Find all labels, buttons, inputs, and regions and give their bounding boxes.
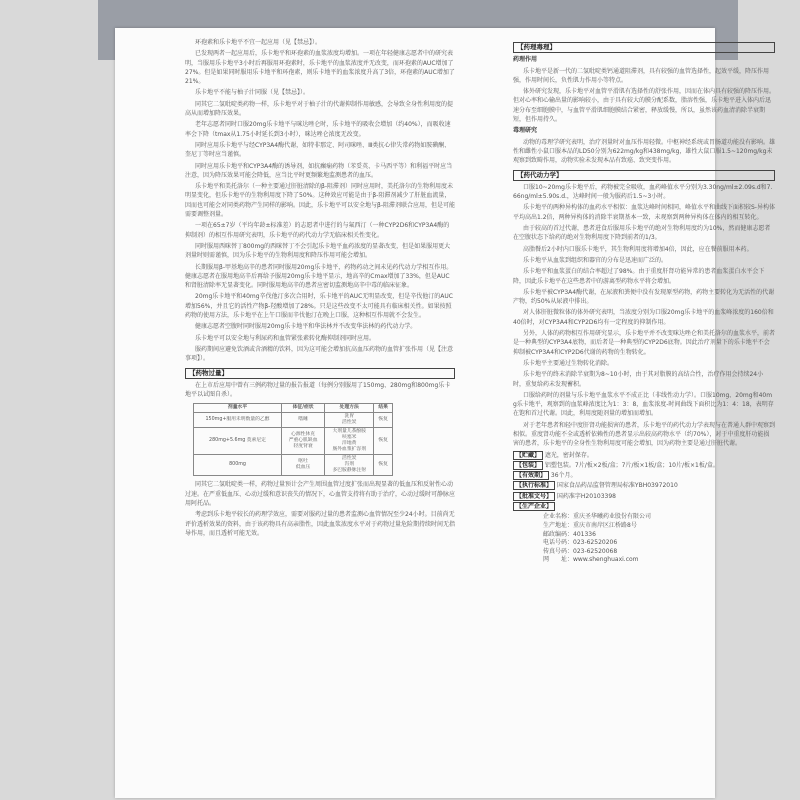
- toxicology-subheading: 毒理研究: [513, 127, 538, 135]
- table-cell: 恢复: [374, 455, 393, 476]
- table-cell: 活性炭 泻剂 多巴胺静脉注射: [325, 455, 374, 476]
- body-paragraph: 对人体肝脏微粒体的体外研究表明，当浓度分别为口服20mg乐卡地平的血浆峰浓度的160倍和40倍时，对CYP3A4和CYP2D6均有一定程度的抑制作用。: [513, 309, 774, 326]
- body-paragraph: 已发现两者一起应用后，乐卡地平和环孢素的血浆浓度均增加。一项在年轻健康志愿者中的研究表明，当服用乐卡地平3小时后再服用环孢素时，乐卡地平的血浆浓度并无改变，而环孢素的AUC增加了27%。但是如果同时服用乐卡地平和环孢素，则乐卡地平的血浆浓度升高了3倍，环孢素的AUC增加了21%。: [185, 50, 455, 86]
- toxicology-paragraph: 动物的毒理学研究表明，治疗剂量时对血压作用轻微。中枢神经系统或胃肠道功能没有影响。雄性和雌性小鼠口服本品的LD50分别为622mg/kg和438mg/kg，雄性大鼠口服1.5~120mg/kg未观察到致畸作用，动物实验未发现本品有致癌、致突变作用。: [513, 138, 776, 165]
- manufacturer-line: 生产地址：重庆市南岸区江桥路8号: [543, 521, 637, 529]
- info-value: 国家食品药品监督管理局标准YBH03972010: [555, 482, 678, 490]
- body-paragraph: 另外，人体的药物相互作用研究显示，乐卡地平并不改变咪达唑仑和美托洛尔的血浆水平，前者是一种典型的CYP3A4底物，而后者是一种典型的CYP2D6底物。因此治疗剂量下的乐卡地平不会抑制被CYP3A4和CYP2D6代谢的药物的生物转化。: [513, 330, 776, 356]
- info-row: [513, 481, 775, 490]
- table-header-cell: 结果: [374, 404, 393, 413]
- body-paragraph: 同其它二氢吡啶类一样，药物过量预计会产生周围血管过度扩张而出现显著的低血压和反射性心动过速。在严重低血压、心动过缓和意识丧失的情况下，心血管支持将有助于治疗，心动过缓时可静脉应用阿托品。: [185, 481, 456, 507]
- body-paragraph: 同时应用乐卡地平和CYP3A4酶的诱导剂，如抗癫痫药物（苯妥英、卡马西平等）和利福平时应当注意，因为降压效果可能会降低，应当比平时更频繁地监测患者的血压。: [185, 162, 453, 179]
- info-row: [513, 471, 775, 480]
- body-paragraph: 同时应用乐卡地平与经CYP3A4酶代谢，如特非那定、阿司咪唑、Ⅲ类抗心律失常药物如胺碘酮、奎尼丁等时应当谨慎。: [185, 141, 451, 159]
- table-cell: 嗜睡: [282, 413, 325, 428]
- body-paragraph: 乐卡地平是新一代的二氢吡啶类钙通道阻滞剂，具有较强的血管选择性，起效平缓，降压作用强，作用时间长，负性肌力作用小等特点。: [513, 67, 770, 84]
- info-value: 遮光，密封保存。: [543, 451, 593, 459]
- body-paragraph: 健康志愿者空腹时同时服用20mg乐卡地平和华法林并不改变华法林的药代动力学。: [195, 323, 417, 331]
- info-label: 【批准文号】: [513, 492, 555, 501]
- table-header-cell: 体征/症状: [282, 404, 325, 413]
- table-row: [194, 428, 393, 455]
- pharmacokinetics-heading: 【药代动力学】: [513, 170, 775, 181]
- body-paragraph: 同其它二氢吡啶类药物一样，乐卡地平对于柚子汁的代谢抑制作用敏感，会导致全身性利用度的提高从而增加降压效果。: [185, 100, 454, 118]
- info-label: 【执行标准】: [513, 481, 555, 490]
- table-cell: 280mg+5.6mg 莫索尼定: [194, 428, 282, 455]
- body-paragraph: 乐卡地平的终末消除半衰期为8~10小时，由于其对脂膜的高结合性，治疗作用会持续24小时，重复给药未发现蓄积。: [513, 371, 764, 388]
- body-paragraph: 乐卡地平和血浆蛋白的结合率超过了98%。由于重度肝肾功能异常的患者血浆蛋白水平会下降，因此乐卡地平在这些患者中的游离型药物水平将会增加。: [513, 268, 765, 285]
- table-cell: 洗胃 活性炭: [325, 413, 374, 428]
- leaflet-page: [115, 28, 776, 798]
- body-paragraph: 乐卡地平不能与柚子汁同服（见【禁忌】）。: [195, 89, 310, 97]
- body-paragraph: 体外研究发现，乐卡地平对血管平滑肌有选择性的舒张作用，因而在体内具有较强的降压作用。但对心率和心输出量的影响较小，由于具有较大的膜分配系数，脂溶性强，乐卡地平进入体内后迅速分布至细胞膜中，与血管平滑肌细胞膜结合紧密，释放缓慢，所以，虽然该药血清消除半衰期短，但作用持久。: [513, 88, 776, 124]
- info-label: 【贮藏】: [513, 451, 543, 460]
- info-label: 【包装】: [513, 461, 543, 470]
- right-column: [513, 38, 775, 565]
- manufacturer-line: 邮政编码：401336: [543, 530, 596, 538]
- info-value: 铝塑包装。7片/板×2板/盒；7片/板×1板/盒；10片/板×1板/盒。: [543, 461, 719, 469]
- info-row: [513, 492, 775, 501]
- body-paragraph: 由于较高的首过代谢，患者进食后服用乐卡地平的绝对生物利用度约为10%，然而健康志愿者在空腹状态下给药的绝对生物利用度下降到前者的1/3。: [513, 225, 771, 242]
- body-paragraph: 口服10~20mg乐卡地平后，药物被完全吸收，血药峰值水平分别为3.30ng/ml±2.09s.d和7.66ng/ml±5.90s.d.，达峰时间一般为服药后1.5~3小时。: [513, 183, 773, 201]
- info-row: [513, 451, 775, 460]
- overdose-intro: 在上市后应用中曾有三例药物过量的报告报道（每例分别服用了150mg、280mg和800mg乐卡地平以试图自杀）。: [185, 381, 451, 399]
- body-paragraph: 20mg乐卡地平和40mg辛伐他汀多次合用时，乐卡地平的AUC无明显改变，但是辛伐他汀的AUC增加56%，并且它的活性产物β-羟酸增加了28%。只是这些改变不太可能具有临床相关性。如果按照药物的使用方法，乐卡地平在上午口服而辛伐他汀在晚上口服，这种相互作用就不会发生。: [185, 293, 453, 320]
- body-paragraph: 一项在65±7岁（平均年龄±标准差）的志愿者中进行的与氟西汀（一种CYP2D6和CYP3A4酶的抑制剂）的相互作用研究表明，乐卡地平的药代动力学无临床相关性变化。: [185, 222, 450, 239]
- table-row: [194, 455, 393, 476]
- body-paragraph: 考虑到乐卡地平较长的药理学效应，需要对服药过量的患者监测心血管情况至少24小时。目前尚无评价透析效果的资料，由于该药物具有高亲脂性，因此血浆浓度水平对于药物过量危险期持续时间无指导作用，而且透析可能无效。: [185, 511, 456, 537]
- left-column: [185, 38, 455, 540]
- manufacturer-line: 企业名称：重庆圣华曦药业股份有限公司: [543, 513, 652, 521]
- overdose-heading: 【药物过量】: [185, 368, 455, 379]
- overdose-table: [193, 403, 393, 476]
- body-paragraph: 服药期间应避免饮酒或含酒精的饮料，因为这可能会增加抗高血压药物的血管扩张作用（见【注意事项】）。: [185, 345, 454, 363]
- body-paragraph: 对于老年患者和轻中度肝肾功能损害的患者，乐卡地平的药代动力学表现与在普通人群中观察到相似。重度肾功能不全或透析依赖性的患者显示出较高药物水平（约70%），对于中重度肝功能损害的患者，乐卡地平的全身性生物利用度可能会增加，因为药物主要是通过肝脏代谢。: [513, 421, 776, 448]
- manufacturer-line: 传真号码：023-62520068: [543, 547, 618, 555]
- body-paragraph: 同时服用西咪替丁800mg的西咪替丁不会引起乐卡地平血药浓度的显著改变，但是如果服用更大剂量时则需谨慎，因为乐卡地平的生物利用度和降压作用可能会增加。: [185, 242, 451, 260]
- table-row: [194, 413, 393, 428]
- body-paragraph: 老年志愿者同时口服20mg乐卡地平与咪达唑仑时，乐卡地平的吸收会增加（约40%），而吸收速率会下降（tmax从1.75小时延长到3小时），咪达唑仑浓度无改变。: [185, 121, 451, 138]
- info-row: [513, 461, 775, 470]
- table-cell: 800mg: [194, 455, 282, 476]
- body-paragraph: 乐卡地平的两种异构体的血药水平相似：血浆达峰时间相同，峰值水平和曲线下面积较S-异构体平均高出1.2倍，两种异构体的消除半衰期基本一致，未观察到两种异构体在体内的相互转化。: [513, 204, 775, 221]
- body-paragraph: 长期服用β-甲基地高辛的患者同时服用20mg乐卡地平，药物药动之间未见药代动力学相互作用。健康志愿者在服用地高辛后再给予服用20mg乐卡地平显示，地高辛的Cmax增加了33%，但是AUC和肾脏清除率无显著变化。同时服用地高辛的患者应密切监测地高辛中毒的临床征象。: [185, 263, 453, 290]
- table-header-cell: 处理方法: [325, 404, 374, 413]
- pharmacology-subheading: 药理作用: [513, 56, 538, 64]
- manufacturer-line: 网 址：www.shenghuaxi.com: [543, 556, 639, 564]
- table-cell: 大剂量儿茶酚胺 呋塞米 洋地黄 肠外血浆扩容剂: [325, 428, 374, 455]
- body-paragraph: 高脂餐后2小时内口服乐卡地平，其生物利用度将增加4倍，因此，应在餐前服用本药。: [523, 245, 753, 253]
- info-value: 36个月。: [549, 472, 577, 480]
- info-row: [513, 502, 775, 511]
- body-paragraph: 乐卡地平和美托洛尔（一种主要通过肝脏清除的β-阻滞剂）同时应用时，美托洛尔的生物利用度未明显变化，但乐卡地平的生物利用度下降了50%。这种效应可能是由于β-阻滞剂减少了肝脏血流量，因而也可能会对同类药物产生同样的影响。因此，乐卡地平可以安全地与β-阻滞剂联合应用，但是可能需要调整剂量。: [185, 183, 455, 219]
- info-label: 【生产企业】: [513, 502, 555, 511]
- table-cell: 150mg+服用未明数量的乙醇: [194, 413, 282, 428]
- body-paragraph: 环孢素和乐卡地平不宜一起应用（见【禁忌】）。: [195, 39, 322, 46]
- table-cell: 恢复: [374, 428, 393, 455]
- manufacturer-line: 电话号码：023-62520206: [543, 539, 618, 547]
- manufacturer-info: [543, 513, 775, 565]
- body-paragraph: 口服给药时的剂量与乐卡地平血浆水平不成正比（非线性动力学）。口服10mg、20mg和40mg乐卡地平，观察到的血浆峰浓度比为1：3：8，血浆浓度-时间曲线下面积比为1：4：18，表明存在饱和首过代谢。因此，利用度随剂量的增加而增加。: [513, 391, 774, 418]
- body-paragraph: 乐卡地平主要通过生物转化消除。: [523, 359, 614, 367]
- body-paragraph: 乐卡地平被CYP3A4酶代谢，在尿液和粪便中没有发现原型药物，药物主要转化为无活性的代谢产物，约50%从尿液中排出。: [513, 288, 775, 306]
- body-paragraph: 乐卡地平可以安全地与利尿药和血管紧张素转化酶抑制剂同时应用。: [195, 334, 376, 342]
- table-cell: 恢复: [374, 413, 393, 428]
- pharmacology-heading: 【药理毒理】: [513, 42, 775, 53]
- info-value: 国药准字H20103398: [555, 492, 616, 500]
- body-paragraph: 乐卡地平从血浆到组织和器官的分布是迅速而广泛的。: [523, 256, 668, 264]
- table-header-cell: 剂量水平: [194, 404, 282, 413]
- table-cell: 呕吐 低血压: [282, 455, 325, 476]
- info-label: 【有效期】: [513, 471, 549, 480]
- table-cell: 心源性休克 严重心肌缺血 轻度肾衰: [282, 428, 325, 455]
